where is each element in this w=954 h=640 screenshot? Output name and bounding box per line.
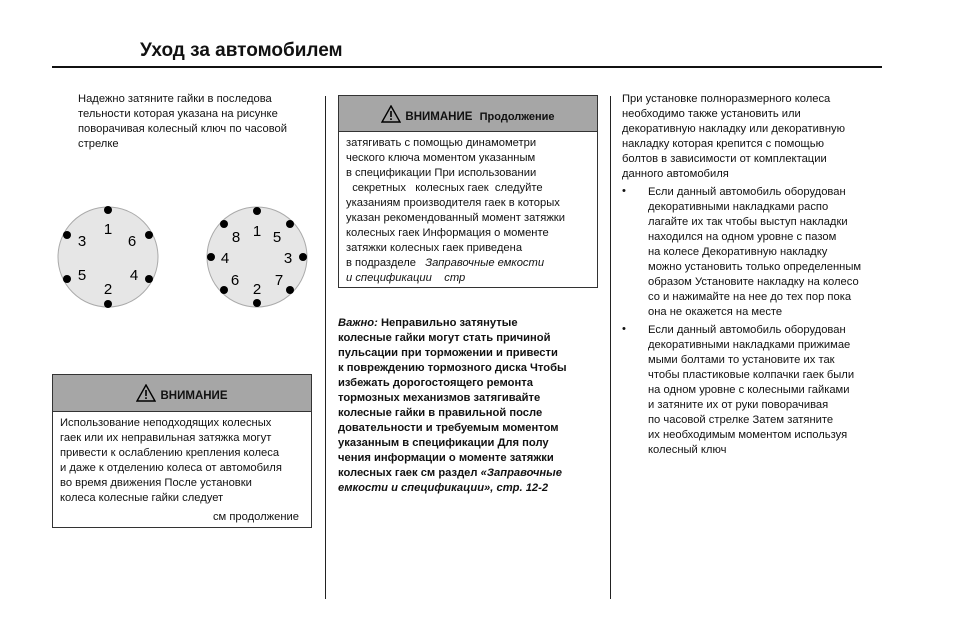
reference-link: «Заправочные (480, 467, 562, 479)
text-line: болтов в зависимости от комплектации (622, 153, 827, 165)
warning-subtitle: Продолжение (479, 111, 555, 123)
text-line: Надежно затяните гайки в последова (78, 93, 272, 105)
text-line: затяжки колесных гаек приведена (346, 242, 523, 254)
reference-link: емкости и спецификации», стр. 12-2 (338, 482, 549, 494)
lug-nut (104, 206, 112, 214)
text-line: Неправильно затянутые (380, 317, 518, 329)
reference-prefix: в подразделе (346, 257, 416, 269)
text-line: колеса колесные гайки следует (60, 492, 224, 504)
text-line: со и нажимайте на нее до тех пор пока (648, 291, 852, 303)
text-line: колесных гаек см раздел (338, 467, 478, 479)
lug-number: 7 (274, 272, 284, 289)
text-line: тельности которая указана на рисунке (78, 108, 278, 120)
text-line: затягивать с помощью динамометри (346, 137, 537, 149)
text-line: образом Установите накладку на колесо (648, 276, 859, 288)
lug-number: 5 (272, 229, 282, 246)
text-line: Если данный автомобиль оборудован (648, 324, 846, 336)
lug-number: 6 (230, 272, 240, 289)
lug-nut (104, 300, 112, 308)
text-line: данного автомобиля (622, 168, 729, 180)
text-line: чения информации о моменте затяжки (338, 452, 554, 464)
column-divider-2 (610, 96, 611, 599)
page-title: Уход за автомобилем (140, 40, 343, 61)
text-line: декоративными накладками распо (648, 201, 829, 213)
text-line: можно установить только определенным (648, 261, 862, 273)
text-line: декоративными накладками прижимае (648, 339, 851, 351)
important-note (338, 316, 567, 496)
text-line: пульсации при торможении и привести (338, 347, 558, 359)
lug-number: 3 (77, 233, 87, 250)
text-line: необходимо также установить или (622, 108, 801, 120)
continued-note: см продолжение (212, 511, 299, 523)
warning-triangle-icon (381, 105, 401, 123)
warning-title: ВНИМАНИЕ (405, 111, 473, 123)
text-line: на колесе Декоративную накладку (648, 246, 828, 258)
text-line (346, 256, 590, 271)
text-line: избежать дорогостоящего ремонта (338, 377, 533, 389)
wheel-diagram-6-lug (56, 205, 160, 309)
text-line: лагайте их так чтобы выступ накладки (648, 216, 848, 228)
text-line: чтобы пластиковые колпачки гаек были (648, 369, 855, 381)
warning-title: ВНИМАНИЕ (160, 390, 228, 402)
lug-nut (63, 275, 71, 283)
lug-nut (145, 231, 153, 239)
bullet-marker: • (622, 185, 626, 197)
text-line: и затяните их от руки поворачивая (648, 399, 829, 411)
text-line: указан рекомендованный момент затяжки (346, 212, 565, 224)
bullet-marker: • (622, 323, 626, 335)
bullet-item-2 (648, 323, 854, 458)
lug-number: 8 (231, 229, 241, 246)
text-line: стрелке (78, 138, 119, 150)
lug-number: 4 (220, 250, 230, 267)
text-line: колесный ключ (648, 444, 727, 456)
reference-link: и спецификации стр (346, 272, 466, 284)
lug-nut (286, 220, 294, 228)
important-label: Важно: (338, 317, 378, 329)
bullet-item-1 (648, 185, 861, 320)
warning-continued-box (338, 95, 598, 288)
text-line: мыми болтами то установите их так (648, 354, 835, 366)
wheel-cover-intro (622, 92, 845, 182)
lug-number: 2 (103, 281, 113, 298)
lug-nut (253, 299, 261, 307)
text-line: находился на одном уровне с пазом (648, 231, 837, 243)
text-line: секретных колесных гаек следуйте (346, 182, 543, 194)
text-line: указаниям производителя гаек в которых (346, 197, 560, 209)
text-line: их необходимым моментом используя (648, 429, 848, 441)
warning-triangle-icon (136, 384, 156, 402)
text-line: поворачивая колесный ключ по часовой (78, 123, 288, 135)
lug-number: 5 (77, 267, 87, 284)
warning-text (53, 412, 311, 510)
lug-nut (220, 220, 228, 228)
text-line: и даже к отделению колеса от автомобиля (60, 462, 282, 474)
text-line: довательности и требуемым моментом (338, 422, 559, 434)
text-line: ческого ключа моментом указанным (346, 152, 536, 164)
lug-nut (253, 207, 261, 215)
lug-nut (145, 275, 153, 283)
intro-paragraph (78, 92, 287, 152)
lug-number: 3 (283, 250, 293, 267)
lug-nut (286, 286, 294, 294)
text-line: указанным в спецификации Для полу (338, 437, 549, 449)
text-line: в спецификации При использовании (346, 167, 537, 179)
text-line: на одном уровне с колесными гайками (648, 384, 850, 396)
text-line: декоративную накладку или декоративную (622, 123, 846, 135)
text-line: колесные гайки в правильной после (338, 407, 543, 419)
lug-number: 4 (129, 267, 139, 284)
header-divider (52, 66, 882, 68)
text-line: она не окажется на месте (648, 306, 783, 318)
column-divider-1 (325, 96, 326, 599)
warning-continued-text (339, 132, 597, 290)
lug-nut (207, 253, 215, 261)
text-line: При установке полноразмерного колеса (622, 93, 831, 105)
wheel-diagram-8-lug (205, 205, 309, 309)
text-line: гаек или их неправильная затяжка могут (60, 432, 272, 444)
lug-nut (220, 286, 228, 294)
lug-number: 1 (252, 223, 262, 240)
text-line: во время движения После установки (60, 477, 252, 489)
text-line: колесные гайки могут стать причиной (338, 332, 551, 344)
lug-number: 1 (103, 221, 113, 238)
text-line: привести к ослаблению крепления колеса (60, 447, 280, 459)
warning-box (52, 374, 312, 528)
lug-number: 2 (252, 281, 262, 298)
text-line: накладку которая крепится с помощью (622, 138, 824, 150)
text-line: Если данный автомобиль оборудован (648, 186, 846, 198)
lug-number: 6 (127, 233, 137, 250)
warning-continued-header (339, 96, 597, 132)
lug-nut (299, 253, 307, 261)
lug-nut (63, 231, 71, 239)
text-line: к повреждению тормозного диска Чтобы (338, 362, 567, 374)
text-line: Использование неподходящих колесных (60, 417, 272, 429)
text-line: тормозных механизмов затягивайте (338, 392, 541, 404)
text-line: по часовой стрелке Затем затяните (648, 414, 834, 426)
warning-header (53, 375, 311, 412)
reference-link: Заправочные емкости (425, 257, 545, 269)
text-line: колесных гаек Информация о моменте (346, 227, 549, 239)
